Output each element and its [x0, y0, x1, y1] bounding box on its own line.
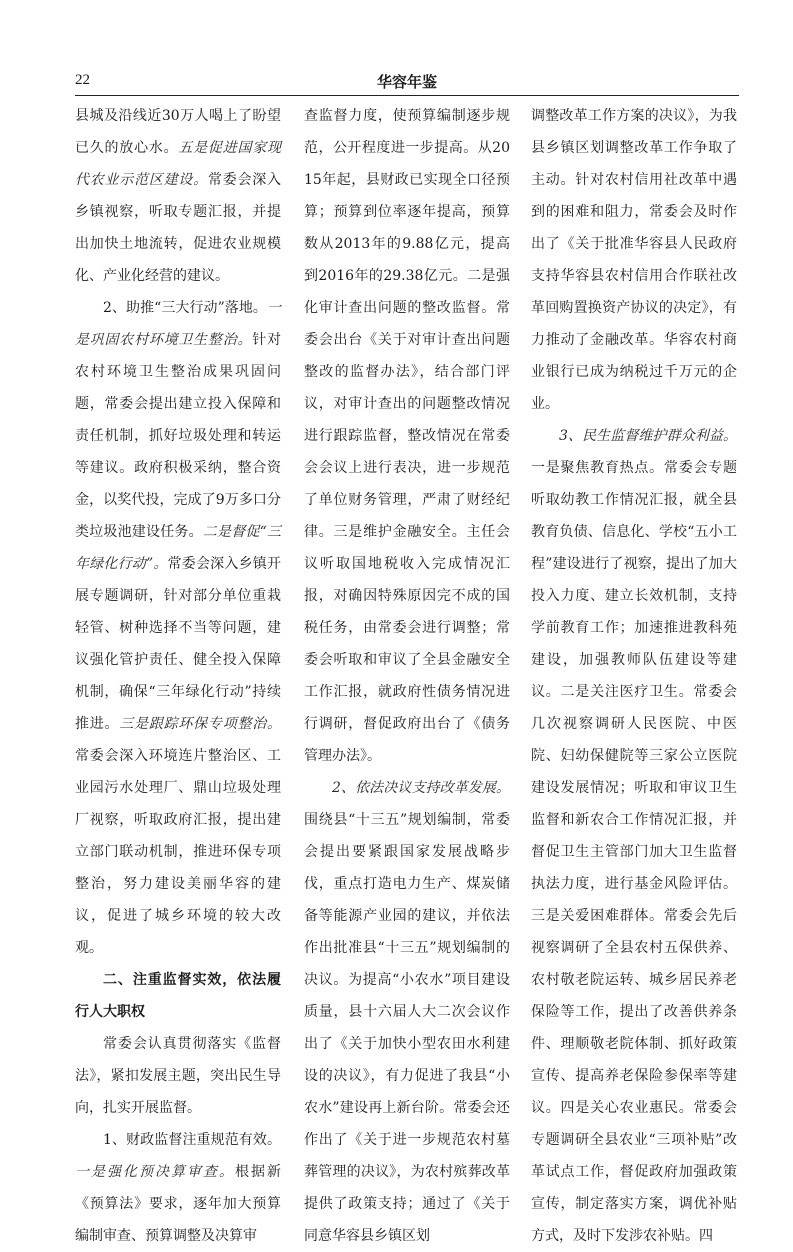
section-heading: 二、注重监督实效，依法履行人大职权	[75, 972, 281, 1020]
emphasis-text: 一是强化预决算审查。	[75, 1164, 235, 1180]
paragraph	[75, 1124, 281, 1252]
text-column-2	[304, 100, 510, 1252]
body-text: 围绕县“十三五”规划编制，常委会提出要紧跟国家发展战略步伐，重点打造电力生产、煤炭储备等能源产业园的建议，并依法作出批准县“十三五”规划编制的决议。为提高“小农水”项目建设质量，县十六届人大二次会议作出了《关于加快小型农田水利建设的决议》，有力促进了我县“小农水”建设再上新台阶。常委会还作出了《关于进一步规范农村墓葬管理的决议》，为农村殡葬改革提供了政策支持；通过了《关于同意华容县乡镇区划	[304, 812, 510, 1244]
page-header	[75, 70, 739, 94]
subsection-lead: 2、助推“三大行动”落地。	[103, 300, 267, 316]
paragraph: 查监督力度，使预算编制逐步规范，公开程度进一步提高。从2015年起，县财政已实现全口径预算；预算到位率逐年提高，预算数从2013年的9.88亿元，提高到2016年的29.38亿元。二是强化审计查出问题的整改监督。常委会出台《关于对审计查出问题整改的监督办法》，结合部门评议，对审计查出的问题整改情况进行跟踪监督，整改情况在常委会会议上进行表决，进一步规范了单位财务管理，严肃了财经纪律。三是维护金融安全。主任会议听取国地税收入完成情况汇报，对确因特殊原因完不成的国税任务，由常委会进行调整；常委会听取和审议了全县金融安全工作汇报，就政府性债务情况进行调研，督促政府出台了《债务管理办法》。	[304, 108, 510, 764]
emphasis-text: 一是巩固农村环境卫生整治。	[75, 300, 281, 348]
paragraph	[75, 100, 281, 292]
paragraph	[304, 772, 510, 1252]
paragraph	[75, 292, 281, 964]
body-text: 常委会深入乡镇开展专题调研，针对部分单位重栽轻管、树种选择不当等问题，建议强化管护责任、健全投入保障机制，确保“三年绿化行动”持续推进。	[75, 556, 281, 732]
page-number: 22	[75, 72, 90, 88]
running-title: 华容年鉴	[376, 73, 437, 91]
body-text: 县城及沿线近30万人喝上了盼望已久的放心水。	[75, 108, 281, 156]
body-text: 针对农村环境卫生整治成果巩固问题，常委会提出建立投入保障和责任机制，抓好垃圾处理和转运等建议。政府积极采纳，整合资金，以奖代投，完成了9万多口分类垃圾池建设任务。	[75, 332, 282, 540]
subsection-lead: 2、依法决议支持改革发展。	[332, 780, 510, 796]
emphasis-text: 二是督促“三年绿化行动”。	[75, 524, 281, 572]
text-column-3	[531, 100, 737, 1252]
body-text: 常委会深入环境连片整治区、工业园污水处理厂、鼎山垃圾处理厂视察，听取政府汇报，提出建立部门联动机制，推进环保专项整治，努力建设美丽华容的建议，促进了城乡环境的较大改观。	[75, 748, 281, 956]
header-rule	[75, 95, 739, 96]
text-column-1	[75, 100, 281, 1252]
subsection-lead: 3、民生监督维护群众利益。	[559, 428, 737, 444]
subsection-lead: 1、财政监督注重规范有效。	[103, 1132, 281, 1148]
body-text: 常委会深入乡镇视察，听取专题汇报，并提出加快土地流转，促进农业规模化、产业化经营的建议。	[75, 172, 282, 284]
body-text: 一是聚焦教育热点。常委会专题听取幼教工作情况汇报，就全县教育负债、信息化、学校“五小工程”建设进行了视察，提出了加大投入力度、建立长效机制，支持学前教育工作；加速推进教科苑建设，加强教师队伍建设等建议。二是关注医疗卫生。常委会几次视察调研人民医院、中医院、妇幼保健院等三家公立医院建设发展情况；听取和审议卫生监督和新农合工作情况汇报，并督促卫生主管部门加大卫生监督执法力度，进行基金风险评估。三是关爱困难群体。常委会先后视察调研了全县农村五保供养、农村敬老院运转、城乡居民养老保险等工作，提出了改善供养条件、理顺敬老院体制、抓好政策宣传、提高养老保险参保率等建议。四是关心农业惠民。常委会专题调研全县农业“三项补贴”改革试点工作，督促政府加强政策宣传，制定落实方案，调优补贴方式，及时下发涉农补贴。四	[531, 460, 737, 1244]
emphasis-text: 三是跟踪环保专项整治。	[119, 716, 282, 732]
emphasis-text: 五是促进国家现代农业示范区建设。	[75, 140, 282, 188]
paragraph	[531, 420, 737, 1252]
paragraph: 常委会认真贯彻落实《监督法》，紧扣发展主题，突出民生导向，扎实开展监督。	[75, 1036, 281, 1116]
paragraph: 调整改革工作方案的决议》，为我县乡镇区划调整改革工作争取了主动。针对农村信用社改革中遇到的困难和阻力，常委会及时作出了《关于批准华容县人民政府支持华容县农村信用合作联社改革回购置换资产协议的决定》，有力推动了金融改革。华容农村商业银行已成为纳税过千万元的企业。	[531, 108, 737, 412]
body-text: 根据新《预算法》要求，逐年加大预算编制审查、预算调整及决算审	[75, 1164, 281, 1244]
